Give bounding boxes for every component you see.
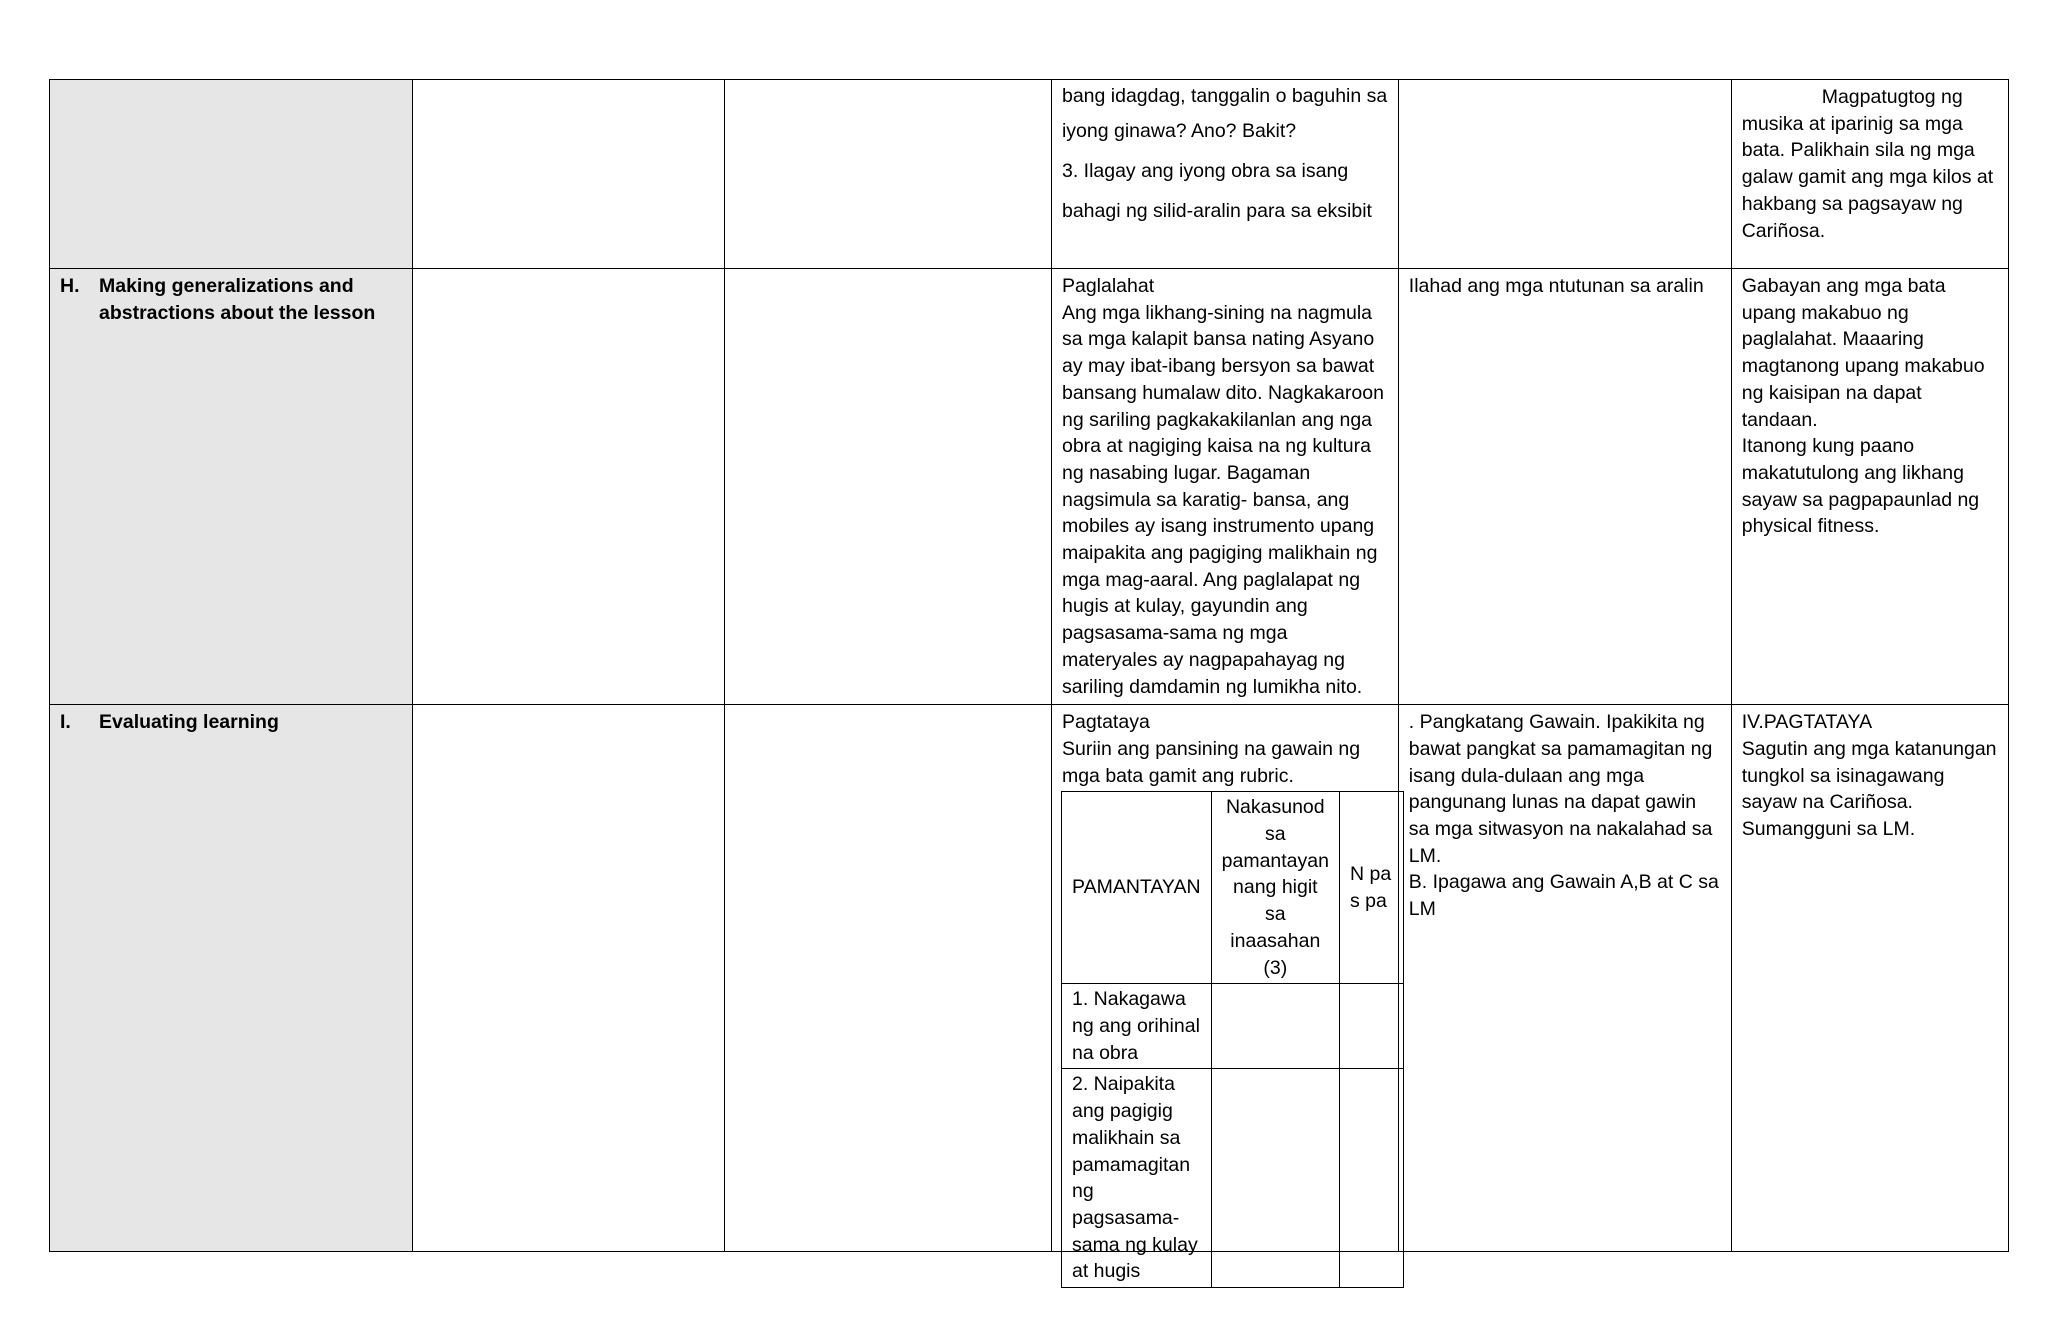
- section-title: Evaluating learning: [99, 711, 279, 734]
- table-cell: [1051, 80, 1398, 269]
- cell-text: Sagutin ang mga katanungan tungkol sa isinagawang sayaw na Cariñosa.: [1741, 737, 1997, 814]
- cell-text: Suriin ang pansining na gawain ng mga bata gamit ang rubric.: [1061, 737, 1361, 787]
- rubric-criterion: 2. Naipakita ang pagigig malikhain sa pamamagitan ng pagsasama-sama ng kulay at hugis: [1061, 1069, 1211, 1288]
- text-line: bang idagdag, tanggalin o baguhin sa: [1061, 85, 1388, 107]
- table-cell: [1398, 80, 1731, 269]
- cell-text: [1742, 84, 1998, 244]
- section-heading: [60, 709, 402, 736]
- rubric-clip: [1061, 791, 1404, 1283]
- text-line: 3. Ilagay ang iyong obra sa isang: [1061, 160, 1349, 182]
- rubric-cell: [1339, 984, 1403, 1069]
- section-letter: I.: [60, 711, 71, 734]
- text-line: bahagi ng silid-aralin para sa eksibit: [1061, 200, 1372, 222]
- table-cell: [725, 269, 1052, 705]
- section-heading: [60, 273, 402, 326]
- text-line: Magpatugtog ng: [1821, 86, 1963, 108]
- rubric-header-cell: PAMANTAYAN: [1061, 792, 1211, 984]
- rubric-cell: [1211, 984, 1339, 1069]
- cell-text: Ang mga likhang-sining na nagmula sa mga kalapit bansa nating Asyano ay may ibat-ibang bersyon sa bawat bansang humalaw dito. Nagkakaroon ng sariling pagkakakilanlan ang nga obra at nagiging kaisa na ng kultura ng nasabing lugar. Bagaman nagsimula sa karatig- bansa, ang mobiles ay isang instrumento upang maipakita ang pagiging malikhain ng mga mag-aaral. Ang paglalapat ng hugis at kulay, gayundin ang pagsasama-sama ng mga materyales ay nagpapahayag ng sariling damdamin ng lumikha nito.: [1061, 301, 1384, 698]
- table-cell: [412, 269, 725, 705]
- rubric-row: [1061, 984, 1403, 1069]
- cell-text: Ilahad ang mga ntutunan sa aralin: [1408, 275, 1704, 297]
- rubric-header-cell: Nakasunod sa pamantayan nang higit sa inaasahan (3): [1211, 792, 1339, 984]
- table-cell: [1051, 705, 1398, 1283]
- cell-title: Pagtataya: [1061, 711, 1150, 734]
- section-label-cell: [50, 269, 413, 705]
- cell-text: Sumangguni sa LM.: [1741, 818, 1916, 841]
- table-row: [50, 80, 2009, 269]
- table-cell: [1398, 705, 1731, 1252]
- section-label-cell: [50, 705, 413, 1252]
- rubric-table: [1061, 791, 1404, 1288]
- cell-title: IV.PAGTATAYA: [1741, 711, 1873, 734]
- table-cell: [412, 705, 725, 1252]
- table-cell: [1731, 269, 2008, 705]
- table-row: [50, 269, 2009, 705]
- section-label-cell: [50, 80, 413, 269]
- rubric-cell: [1339, 1069, 1403, 1288]
- table-cell: [412, 80, 725, 269]
- rubric-header-cell: N pa s pa: [1339, 792, 1403, 984]
- table-row: [50, 705, 2009, 1252]
- rubric-row: [1061, 1069, 1403, 1288]
- cell-text: B. Ipagawa ang Gawain A,B at C sa LM: [1408, 871, 1719, 921]
- cell-text: Gabayan ang mga bata upang makabuo ng paglalahat. Maaaring magtanong upang makabuo ng kaisipan na dapat tandaan.: [1741, 275, 1985, 431]
- rubric-criterion: 1. Nakagawa ng ang orihinal na obra: [1061, 984, 1211, 1069]
- cell-text: . Pangkatang Gawain. Ipakikita ng bawat pangkat sa pamamagitan ng isang dula-dulaan ang mga pangunang lunas na dapat gawin sa mga sitwasyon na nakalahad sa LM.: [1408, 711, 1713, 867]
- lesson-plan-table: [49, 79, 2009, 1283]
- section-letter: H.: [60, 275, 80, 297]
- cell-title: Paglalahat: [1061, 275, 1155, 297]
- text-line: musika at iparinig sa mga bata. Palikhain sila ng mga galaw gamit ang mga kilos at hakbang sa pagsayaw ng Cariñosa.: [1741, 112, 1994, 242]
- table-cell: [725, 705, 1052, 1252]
- table-cell: [1731, 705, 2008, 1252]
- section-title: Making generalizations and abstractions about the lesson: [99, 275, 376, 324]
- table-cell: [1398, 269, 1731, 705]
- rubric-cell: [1211, 1069, 1339, 1288]
- rubric-header-row: [1061, 792, 1403, 984]
- text-line: iyong ginawa? Ano? Bakit?: [1061, 120, 1297, 142]
- table-cell: [725, 80, 1052, 269]
- cell-text: Itanong kung paano makatutulong ang likhang sayaw sa pagpapaunlad ng physical fitness.: [1741, 435, 1980, 538]
- table-cell: [1051, 269, 1398, 705]
- table-cell: [1731, 80, 2008, 269]
